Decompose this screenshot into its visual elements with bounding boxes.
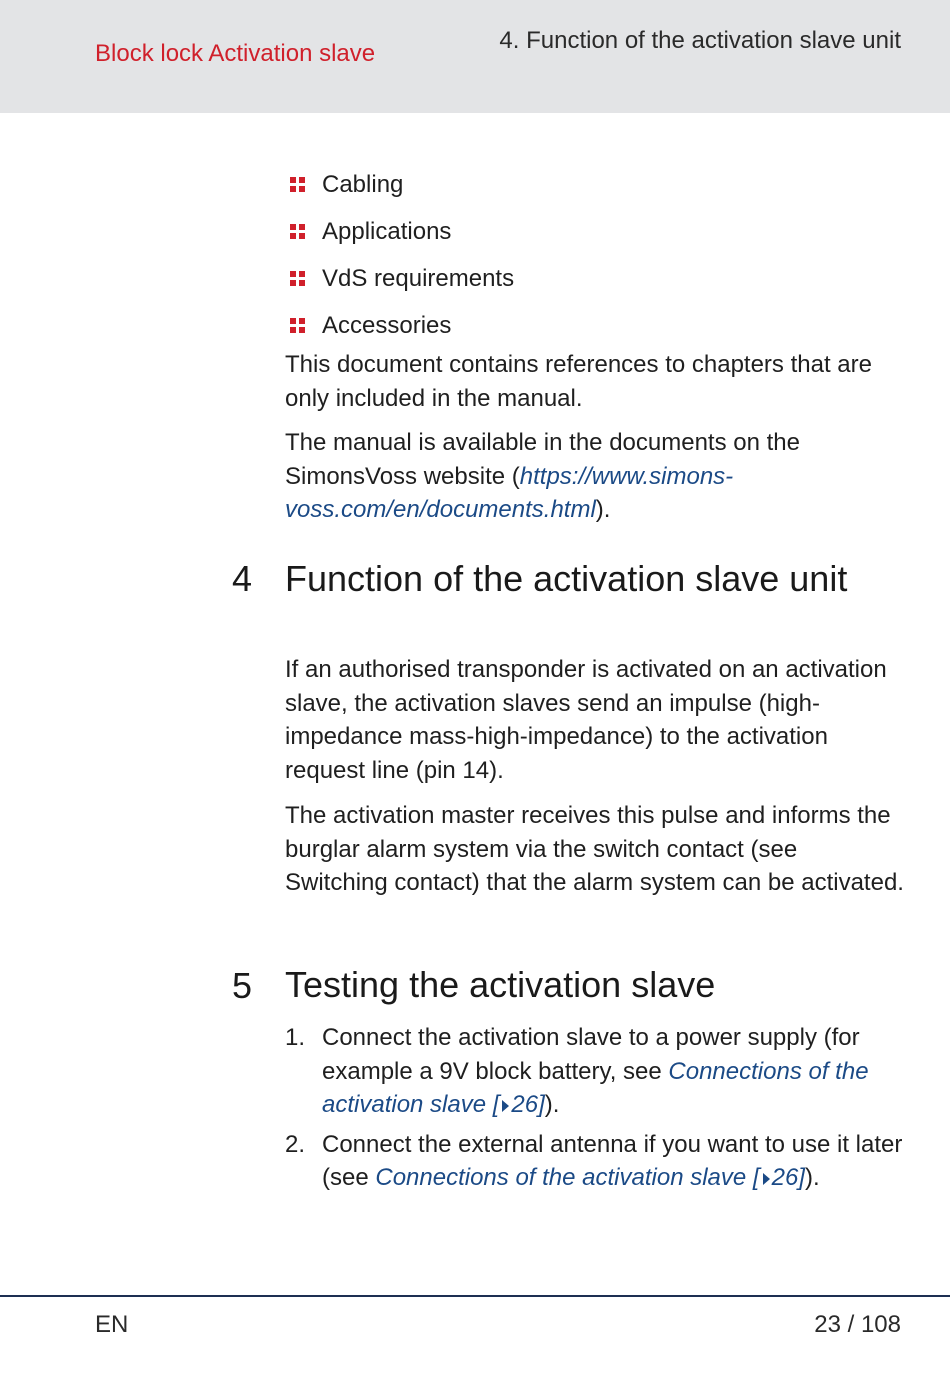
step-text: Connect the activation slave to a power supply (for example a 9V block battery, see	[322, 1024, 860, 1085]
step-text: ).	[544, 1091, 560, 1118]
cross-reference-link[interactable]	[375, 1164, 805, 1191]
page-header	[0, 0, 950, 113]
list-item	[285, 1128, 905, 1195]
section-number: 5	[232, 965, 253, 1006]
list-item	[285, 255, 514, 302]
step-number: 1.	[285, 1024, 306, 1051]
step-number: 2.	[285, 1130, 306, 1158]
red-square-bullet-icon	[290, 177, 306, 193]
red-square-bullet-icon	[290, 318, 306, 334]
link-label: Connections of the activation slave [	[322, 1057, 869, 1118]
page-number: 23 / 108	[814, 1311, 901, 1338]
red-square-bullet-icon	[290, 224, 306, 240]
link-page: 26]	[771, 1164, 805, 1191]
paragraph-text: The manual is available in the documents on the SimonsVoss website (	[285, 429, 800, 490]
list-item	[285, 302, 514, 349]
step-text: ).	[804, 1164, 820, 1191]
section-paragraph: If an authorised transponder is activated on an activation slave, the activation slaves send an impulse (high-impedance mass-high-impedance) to the activation request line (pin 14).	[285, 656, 887, 784]
link-page: 26]	[511, 1091, 545, 1118]
paragraph-text: ).	[595, 496, 611, 523]
manual-availability-paragraph	[285, 426, 905, 527]
intro-paragraph: This document contains references to chapters that are only included in the manual.	[285, 351, 872, 412]
list-item-label: VdS requirements	[322, 264, 515, 292]
red-square-bullet-icon	[290, 271, 306, 287]
section-heading: Testing the activation slave	[285, 964, 716, 1005]
documents-link[interactable]: https://www.simons-voss.com/en/documents.html	[285, 462, 734, 523]
section-number: 4	[232, 558, 253, 599]
link-label: Connections of the activation slave [	[375, 1164, 760, 1191]
step-text: Connect the external antenna if you want to use it later (see	[322, 1130, 903, 1191]
page-arrow-icon	[502, 1100, 509, 1112]
document-title: Block lock Activation slave	[95, 40, 376, 67]
test-steps-list	[285, 1021, 905, 1201]
footer-divider	[0, 1295, 950, 1297]
list-item	[285, 208, 514, 255]
list-item-label: Applications	[322, 217, 452, 245]
section-heading: Function of the activation slave unit	[285, 558, 848, 599]
list-item	[285, 161, 514, 208]
list-item-label: Cabling	[322, 170, 404, 198]
list-item-label: Accessories	[322, 311, 452, 339]
chapter-title: 4. Function of the activation slave unit	[499, 27, 901, 54]
footer-language: EN	[95, 1311, 129, 1338]
page-arrow-icon	[763, 1173, 770, 1185]
list-item	[285, 1021, 905, 1122]
topic-list	[285, 161, 514, 349]
section-paragraph: The activation master receives this pulse and informs the burglar alarm system via the switch contact (see Switching contact) that the alarm system can be activated.	[285, 802, 904, 896]
